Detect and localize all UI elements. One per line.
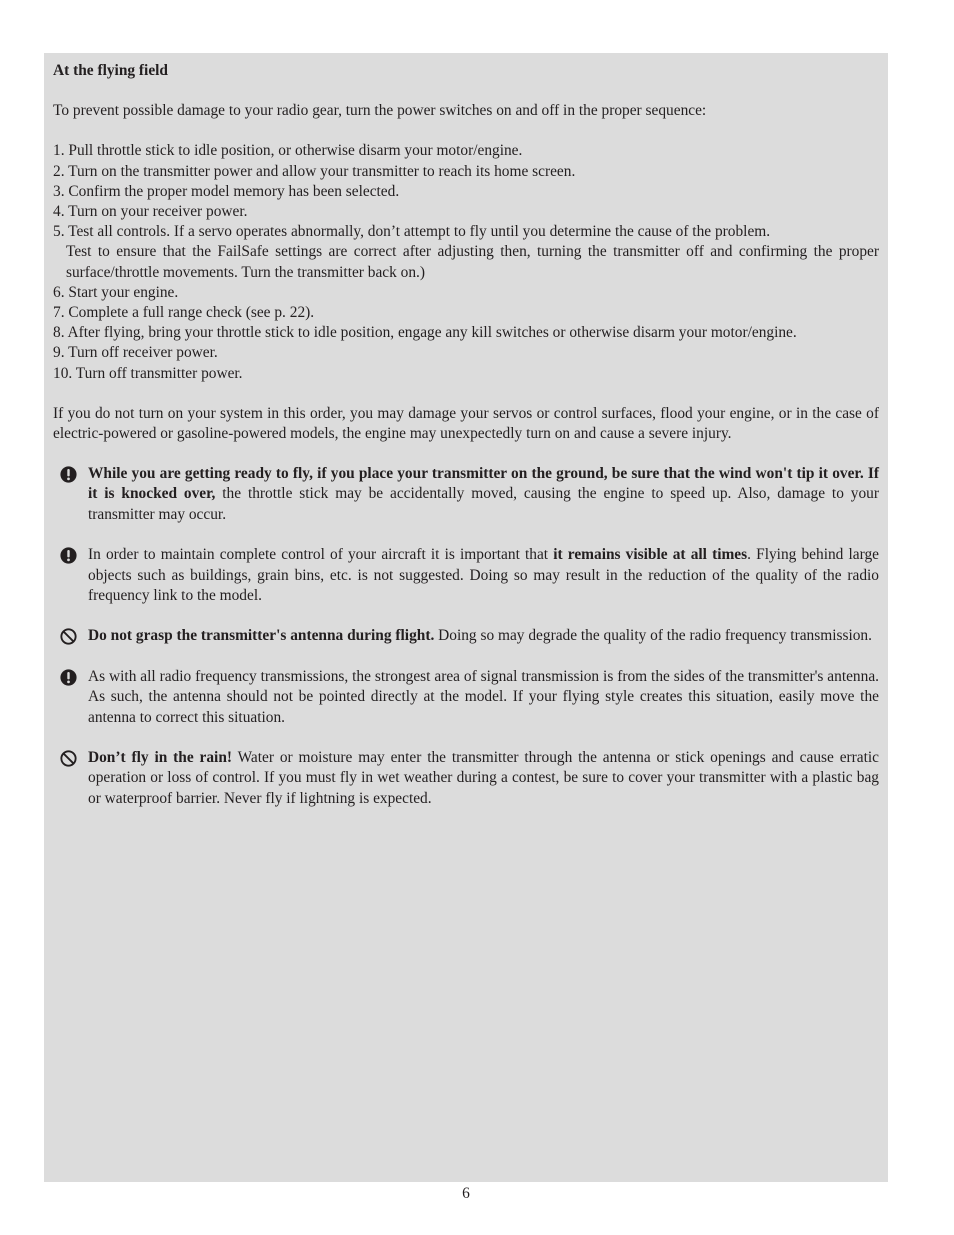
- warning-visibility: [53, 545, 879, 606]
- warning-body-before: In order to maintain complete control of your aircraft it is important that: [88, 546, 554, 564]
- list-item: 3. Confirm the proper model memory has been selected.: [53, 182, 400, 200]
- warning-body-after: . Flying behind large objects such as buildings, grain bins, etc. is not suggested. Doing so may result in the reduction of the quality of the radio frequency link to the model.: [88, 546, 879, 604]
- warning-body: the throttle stick may be accidentally moved, causing the engine to speed up. Also, damage to your transmitter may occur.: [88, 485, 879, 523]
- warning-rain: [53, 748, 879, 809]
- prohibited-icon: [60, 628, 77, 645]
- list-item: 4. Turn on your receiver power.: [53, 203, 248, 221]
- list-item: 9. Turn off receiver power.: [53, 344, 218, 362]
- list-item: 8. After flying, bring your throttle stick to idle position, engage any kill switches or otherwise disarm your motor/engine.: [53, 324, 797, 342]
- warning-wind: [53, 464, 879, 525]
- list-item: 2. Turn on the transmitter power and allow your transmitter to reach its home screen.: [53, 162, 576, 180]
- power-sequence-list: [53, 141, 879, 383]
- list-item: 5. Test all controls. If a servo operates abnormally, don’t attempt to fly until you determine the cause of the problem.: [53, 223, 771, 241]
- list-item-note: Test to ensure that the FailSafe settings are correct after adjusting then, turning the transmitter off and confirming the proper surface/throttle movements. Turn the transmitter back on.): [66, 243, 879, 281]
- warning-bold-lead: While you are getting ready to fly, if you place your transmitter on the ground, be sure that the wind won't tip it over. If it is knocked over,: [88, 465, 879, 503]
- warning-text: [88, 626, 879, 646]
- warning-bold-mid: it remains visible at all times: [553, 546, 748, 564]
- intro-paragraph: To prevent possible damage to your radio gear, turn the power switches on and off in the proper sequence:: [53, 102, 707, 120]
- warning-antenna-grasp: [53, 626, 879, 646]
- warning-text: [88, 545, 879, 606]
- warning-body: Doing so may degrade the quality of the radio frequency transmission.: [434, 627, 872, 645]
- exclamation-icon: [60, 466, 77, 483]
- warning-bold-lead: Don’t fly in the rain!: [88, 749, 233, 767]
- list-item: 1. Pull throttle stick to idle position, or otherwise disarm your motor/engine.: [53, 142, 523, 160]
- section-heading: At the flying field: [53, 62, 168, 79]
- warning-text: [88, 464, 879, 525]
- closing-paragraph: If you do not turn on your system in this order, you may damage your servos or control surfaces, flood your engine, or in the case of electric-powered or gasoline-powered models, the engine may unexpectedly turn on and cause a severe injury.: [53, 404, 879, 443]
- warning-antenna-direction: [53, 667, 879, 728]
- warning-text: [88, 748, 879, 809]
- page-number: 6: [462, 1185, 470, 1202]
- exclamation-icon: [60, 547, 77, 564]
- warning-body: Water or moisture may enter the transmitter through the antenna or stick openings and cause erratic operation or loss of control. If you must fly in wet weather during a contest, be sure to cover your transmitter with a plastic bag or waterproof barrier. Never fly if lightning is expected.: [88, 749, 879, 807]
- prohibited-icon: [60, 750, 77, 767]
- list-item: 7. Complete a full range check (see p. 22).: [53, 304, 315, 322]
- content-panel: [44, 53, 888, 1182]
- warning-text: As with all radio frequency transmissions, the strongest area of signal transmission is from the sides of the transmitter's antenna. As such, the antenna should not be pointed directly at the model. If your flying style creates this situation, easily move the antenna to correct this situation.: [88, 668, 879, 726]
- list-item: 10. Turn off transmitter power.: [53, 364, 243, 382]
- list-item: 6. Start your engine.: [53, 283, 179, 301]
- warning-bold-lead: Do not grasp the transmitter's antenna during flight.: [88, 627, 435, 645]
- exclamation-icon: [60, 669, 77, 686]
